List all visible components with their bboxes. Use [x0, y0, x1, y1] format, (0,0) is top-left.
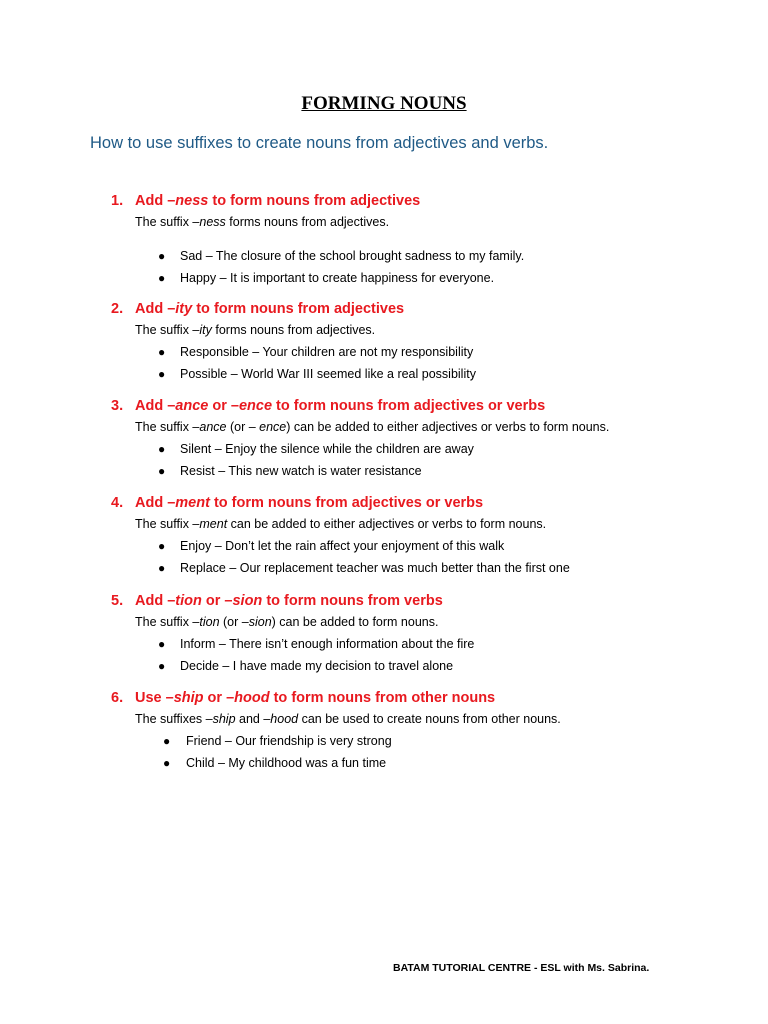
example-text: Decide – I have made my decision to travel alone — [180, 659, 454, 673]
suffix-term: ship — [212, 712, 236, 726]
section-description — [135, 418, 711, 436]
suffix-term: sion — [248, 615, 272, 629]
example-text: Friend – Our friendship is very strong — [186, 734, 392, 748]
example-text: Responsible – Your children are not my responsibility — [180, 345, 474, 359]
section-number: 1. — [111, 193, 124, 209]
example-text: Replace – Our replacement teacher was much better than the first one — [180, 561, 570, 575]
example-list — [111, 535, 711, 579]
description-text: ) can be added to form nouns. — [271, 615, 439, 629]
heading-text: to form nouns from other nouns — [269, 690, 496, 706]
description-text: The suffixes – — [135, 712, 213, 726]
heading-text: to form nouns from adjectives or verbs — [272, 398, 546, 414]
suffix-term: ness — [175, 193, 209, 209]
list-item — [111, 460, 711, 482]
suffix-term: ment — [199, 517, 228, 531]
heading-text: Add – — [135, 301, 176, 317]
description-text: forms nouns from adjectives. — [225, 215, 390, 229]
page-subtitle: How to use suffixes to create nouns from adjectives and verbs. — [90, 134, 549, 152]
list-item — [111, 267, 711, 289]
bullet-icon: ● — [158, 539, 166, 553]
list-item — [111, 535, 711, 557]
suffix-term: ship — [173, 690, 204, 706]
heading-text: to form nouns from verbs — [262, 593, 443, 609]
description-text: The suffix – — [135, 215, 200, 229]
suffix-term: tion — [175, 593, 202, 609]
description-text: forms nouns from adjectives. — [211, 323, 376, 337]
bullet-icon: ● — [163, 734, 171, 748]
example-text: Sad – The closure of the school brought sadness to my family. — [180, 249, 525, 263]
example-text: Possible – World War III seemed like a real possibility — [180, 367, 476, 381]
example-text: Enjoy – Don’t let the rain affect your enjoyment of this walk — [180, 539, 505, 553]
footer-credit: BATAM TUTORIAL CENTRE - ESL with Ms. Sabrina. — [393, 962, 650, 974]
section-description — [135, 613, 711, 631]
list-item — [111, 655, 711, 677]
section-number: 4. — [111, 495, 124, 511]
section-number: 5. — [111, 593, 124, 609]
bullet-icon: ● — [158, 464, 166, 478]
example-list — [111, 341, 711, 385]
heading-text: Add – — [135, 398, 176, 414]
description-text: ) can be added to either adjectives or verbs to form nouns. — [286, 420, 610, 434]
bullet-icon: ● — [158, 249, 166, 263]
section-6 — [111, 688, 711, 774]
example-list — [111, 633, 711, 677]
example-list — [111, 245, 711, 289]
section-number: 6. — [111, 690, 124, 706]
section-heading — [111, 396, 711, 416]
section-heading — [111, 493, 711, 513]
heading-text: or – — [208, 398, 239, 414]
suffix-term: ence — [238, 398, 273, 414]
section-4 — [111, 493, 711, 579]
description-text: can be added to either adjectives or verbs to form nouns. — [227, 517, 547, 531]
suffix-term: hood — [234, 690, 270, 706]
suffix-term: ence — [259, 420, 287, 434]
description-text: (or – — [226, 420, 260, 434]
description-text: The suffix – — [135, 517, 200, 531]
bullet-icon: ● — [158, 659, 166, 673]
bullet-icon: ● — [158, 561, 166, 575]
list-item — [111, 438, 711, 460]
heading-text: to form nouns from adjectives — [192, 301, 405, 317]
section-heading — [111, 191, 711, 211]
list-item — [111, 633, 711, 655]
heading-text: Use – — [135, 690, 174, 706]
section-description — [135, 321, 711, 339]
example-text: Resist – This new watch is water resistance — [180, 464, 422, 478]
suffix-term: ance — [199, 420, 227, 434]
section-3 — [111, 396, 711, 482]
bullet-icon: ● — [163, 756, 171, 770]
suffix-term: ity — [175, 301, 193, 317]
example-list — [111, 730, 711, 774]
section-description — [135, 710, 711, 728]
suffix-term: sion — [232, 593, 263, 609]
heading-text: to form nouns from adjectives — [208, 193, 421, 209]
section-description — [135, 515, 711, 533]
example-text: Happy – It is important to create happiness for everyone. — [180, 271, 495, 285]
heading-text: to form nouns from adjectives or verbs — [209, 495, 484, 511]
description-text: (or – — [219, 615, 249, 629]
heading-text: Add – — [135, 193, 176, 209]
bullet-icon: ● — [158, 271, 166, 285]
example-text: Silent – Enjoy the silence while the children are away — [180, 442, 474, 456]
section-number: 3. — [111, 398, 124, 414]
section-5 — [111, 591, 711, 677]
bullet-icon: ● — [158, 637, 166, 651]
section-2 — [111, 299, 711, 385]
page-title: FORMING NOUNS — [301, 93, 467, 114]
example-list — [111, 438, 711, 482]
list-item — [111, 752, 711, 774]
example-text: Inform – There isn’t enough information about the fire — [180, 637, 475, 651]
suffix-term: ity — [199, 323, 212, 337]
description-text: The suffix – — [135, 615, 200, 629]
suffix-term: ance — [175, 398, 209, 414]
heading-text: Add – — [135, 495, 176, 511]
bullet-icon: ● — [158, 345, 166, 359]
description-text: and – — [235, 712, 271, 726]
list-item — [111, 730, 711, 752]
list-item — [111, 341, 711, 363]
list-item — [111, 363, 711, 385]
section-1 — [111, 191, 711, 289]
example-text: Child – My childhood was a fun time — [186, 756, 387, 770]
heading-text: Add – — [135, 593, 176, 609]
suffix-term: tion — [199, 615, 220, 629]
section-heading — [111, 591, 711, 611]
bullet-icon: ● — [158, 442, 166, 456]
section-description — [135, 213, 711, 231]
heading-text: or – — [203, 690, 235, 706]
bullet-icon: ● — [158, 367, 166, 381]
suffix-term: ness — [199, 215, 226, 229]
list-item — [111, 245, 711, 267]
section-number: 2. — [111, 301, 124, 317]
list-item — [111, 557, 711, 579]
suffix-term: hood — [270, 712, 299, 726]
suffix-term: ment — [175, 495, 210, 511]
section-heading — [111, 688, 711, 708]
heading-text: or – — [201, 593, 233, 609]
description-text: The suffix – — [135, 420, 200, 434]
section-heading — [111, 299, 711, 319]
description-text: The suffix – — [135, 323, 200, 337]
description-text: can be used to create nouns from other nouns. — [298, 712, 561, 726]
